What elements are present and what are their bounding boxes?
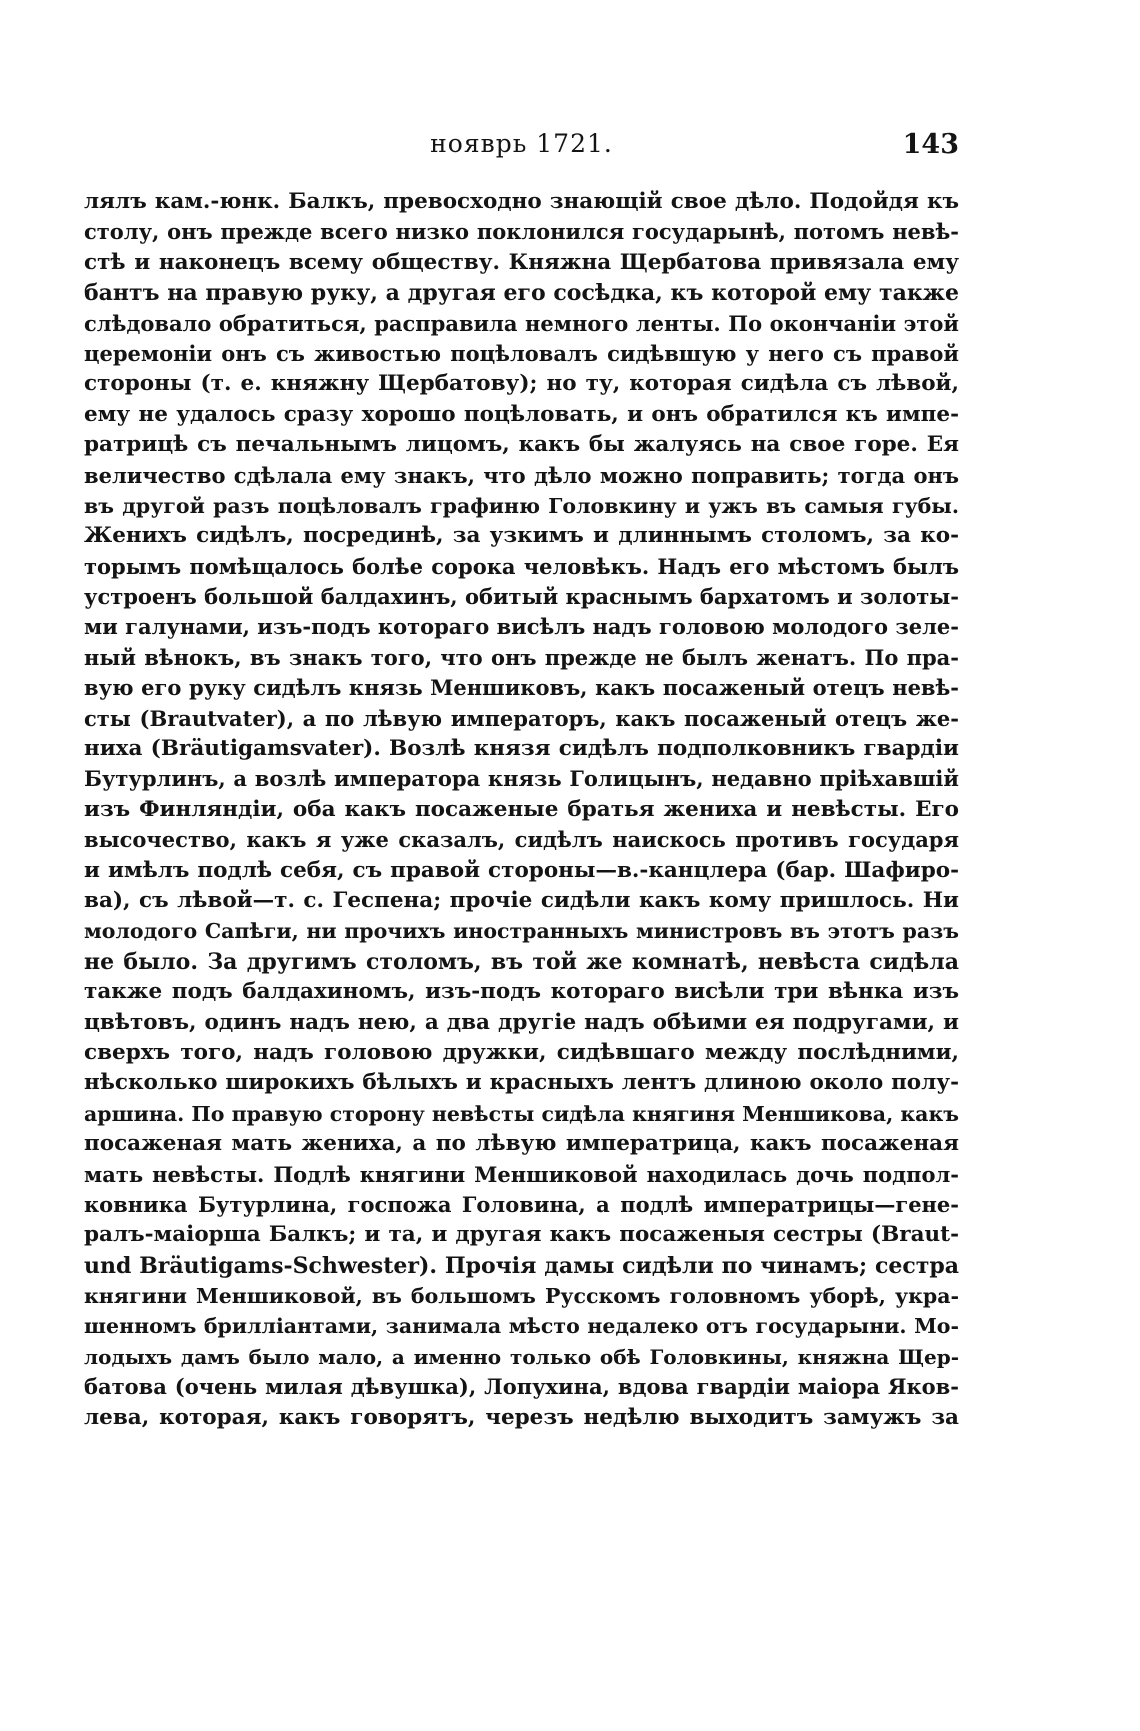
text-line: лялъ кам.-юнк. Балкъ, превосходно знающій свое дѣло. Подойдя къ [84, 189, 959, 214]
page-number: 143 [902, 129, 959, 160]
text-line: изъ Финляндіи, оба какъ посаженые братья жениха и невѣсты. Его [84, 796, 959, 822]
text-line: сверхъ того, надъ головою дружки, сидѣвшаго между послѣдними, [84, 1039, 959, 1065]
text-line: ему не удалось сразу хорошо поцѣловать, и онъ обратился къ импе- [84, 401, 959, 427]
text-line: лодыхъ дамъ было мало, а именно только обѣ Головкины, княжна Щер- [84, 1344, 959, 1369]
text-line: также подъ балдахиномъ, изъ-подъ котораго висѣли три вѣнка изъ [84, 979, 959, 1005]
text-line: торымъ помѣщалось болѣе сорока человѣкъ. Надъ его мѣстомъ былъ [84, 553, 959, 579]
text-line: лева, которая, какъ говорятъ, черезъ недѣлю выходитъ замужъ за [84, 1404, 959, 1430]
text-line: стороны (т. е. княжну Щербатову); но ту, которая сидѣла съ лѣвой, [84, 371, 959, 397]
text-line: посаженая мать жениха, а по лѣвую императрица, какъ посаженая [84, 1131, 959, 1157]
text-line: Женихъ сидѣлъ, посрединѣ, за узкимъ и длиннымъ столомъ, за ко- [84, 523, 959, 549]
text-line: устроенъ большой балдахинъ, обитый краснымъ бархатомъ и золоты- [84, 584, 959, 610]
text-line: стѣ и наконецъ всему обществу. Княжна Щербатова привязала ему [84, 249, 959, 275]
text-line: величество сдѣлала ему знакъ, что дѣло можно поправить; тогда онъ [84, 462, 959, 488]
running-head [84, 129, 959, 169]
text-line: молодого Сапѣги, ни прочихъ иностранныхъ министровъ въ этотъ разъ [84, 919, 959, 944]
text-line: мать невѣсты. Подлѣ княгини Меншиковой находилась дочь подпол- [84, 1161, 959, 1187]
text-line: сты (Brautvater), а по лѣвую императоръ, какъ посаженый отецъ же- [84, 705, 959, 731]
text-line: батова (очень милая дѣвушка), Лопухина, вдова гвардіи маіора Яков- [84, 1374, 959, 1400]
text-line: шенномъ брилліантами, занимала мѣсто недалеко отъ государыни. Мо- [84, 1314, 959, 1339]
text-line: ниха (Bräutigamsvater). Возлѣ князя сидѣлъ подполковникъ гвардіи [84, 736, 959, 762]
text-line: аршина. По правую сторону невѣсты сидѣла княгиня Меншикова, какъ [84, 1101, 959, 1126]
text-line: ратрицѣ съ печальнымъ лицомъ, какъ бы жалуясь на свое горе. Ея [84, 432, 959, 458]
text-line: ва), съ лѣвой—т. с. Геспена; прочіе сидѣли какъ кому пришлось. Ни [84, 887, 959, 913]
running-head-title: нояврь 1721. [430, 129, 613, 158]
text-line: цвѣтовъ, одинъ надъ нею, а два другіе надъ обѣими ея подругами, и [84, 1009, 959, 1035]
text-line: въ другой разъ поцѣловалъ графиню Головкину и ужъ въ самыя губы. [84, 493, 959, 518]
text-line: бантъ на правую руку, а другая его сосѣдка, къ которой ему также [84, 280, 959, 307]
text-line: слѣдовало обратиться, расправила немного ленты. По окончаніи этой [84, 310, 959, 336]
text-line: высочество, какъ я уже сказалъ, сидѣлъ наискось противъ государя [84, 827, 959, 853]
text-line: не было. За другимъ столомъ, въ той же комнатѣ, невѣста сидѣла [84, 948, 959, 975]
text-line: und Bräutigams-Schwester). Прочія дамы сидѣли по чинамъ; сестра [84, 1252, 959, 1279]
text-line: вую его руку сидѣлъ князь Меншиковъ, какъ посаженый отецъ невѣ- [84, 675, 959, 701]
text-line: церемоніи онъ съ живостью поцѣловалъ сидѣвшую у него съ правой [84, 340, 959, 366]
text-line: княгини Меншиковой, въ большомъ Русскомъ головномъ уборѣ, укра- [84, 1284, 959, 1309]
text-line: ралъ-маіорша Балкъ; и та, и другая какъ посаженыя сестры (Braut- [84, 1222, 959, 1248]
text-line: столу, онъ прежде всего низко поклонился государынѣ, потомъ невѣ- [84, 219, 959, 245]
text-line: ный вѣнокъ, въ знакъ того, что онъ прежде не былъ женатъ. По пра- [84, 644, 959, 670]
text-line: Бутурлинъ, а возлѣ императора князь Голицынъ, недавно пріѣхавшій [84, 766, 959, 792]
text-line: ковника Бутурлина, госпожа Головина, а подлѣ императрицы—гене- [84, 1191, 959, 1217]
text-line: нѣсколько широкихъ бѣлыхъ и красныхъ лентъ длиною около полу- [84, 1070, 959, 1096]
body-text [84, 187, 959, 1433]
text-line: ми галунами, изъ-подъ котораго висѣлъ надъ головою молодого зеле- [84, 614, 959, 640]
text-line: и имѣлъ подлѣ себя, съ правой стороны—в.-канцлера (бар. Шафиро- [84, 857, 959, 883]
